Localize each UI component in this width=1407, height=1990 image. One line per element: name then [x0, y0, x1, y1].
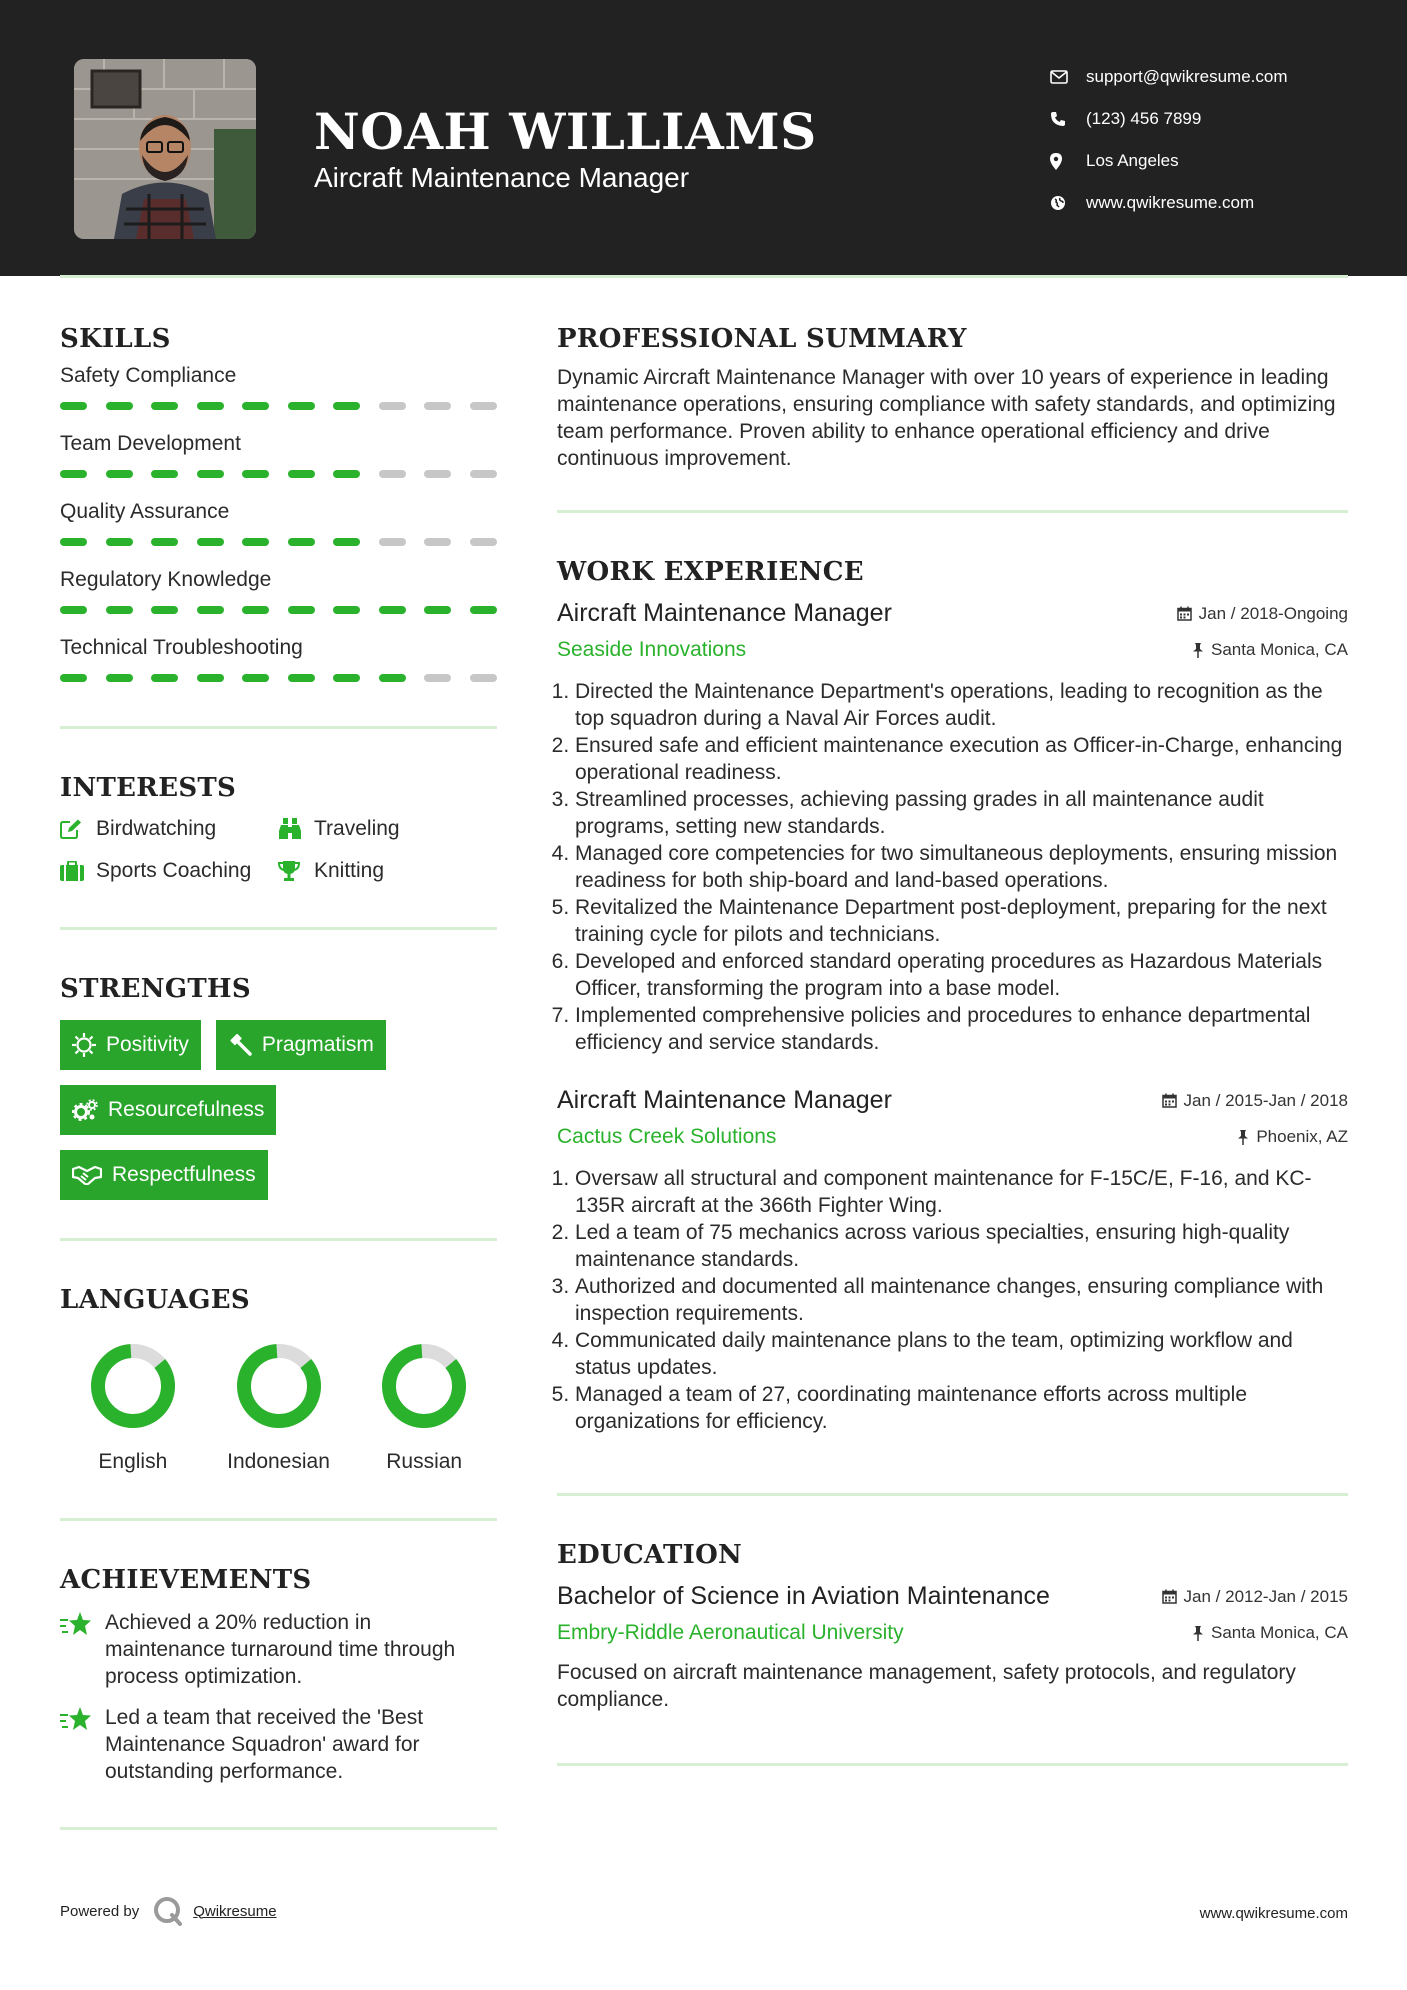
contact-website-text: www.qwikresume.com — [1086, 193, 1255, 212]
job-duties — [557, 678, 1348, 1056]
skill-name: Team Development — [60, 432, 241, 455]
phone-icon — [1050, 111, 1086, 127]
profile-photo — [74, 59, 256, 239]
skill-segment — [470, 674, 497, 682]
duty-item: 6. Developed and enforced standard operating procedures as Hazardous Materials Officer, transforming the program into a base model. — [575, 948, 1348, 1002]
skill-item — [60, 364, 497, 410]
skill-segment — [379, 606, 406, 614]
calendar-icon — [1162, 1589, 1177, 1604]
skill-segment — [60, 674, 87, 682]
strength-tag — [216, 1020, 386, 1070]
skill-segment — [197, 606, 224, 614]
section-divider — [60, 1827, 497, 1830]
skill-segment — [106, 606, 133, 614]
interest-label: Birdwatching — [96, 817, 217, 840]
skill-name: Regulatory Knowledge — [60, 568, 272, 591]
job-date-text: Jan / 2015-Jan / 2018 — [1183, 1090, 1348, 1110]
section-divider — [557, 1763, 1348, 1766]
contact-location — [1050, 140, 1288, 182]
skill-segment — [379, 538, 406, 546]
powered-by-label: Powered by — [60, 1902, 140, 1920]
skill-item — [60, 568, 497, 614]
duty-item: 3. Authorized and documented all maintenance changes, ensuring compliance with inspection requirements. — [575, 1273, 1348, 1327]
skill-segment — [333, 606, 360, 614]
skill-segment — [424, 538, 451, 546]
language-donut — [379, 1341, 469, 1431]
skill-segment — [288, 402, 315, 410]
interests-list — [60, 817, 497, 883]
language-item — [60, 1341, 206, 1474]
summary-text: Dynamic Aircraft Maintenance Manager with over 10 years of experience in leading maintenance operations, ensuring compliance with safety standards, and optimizing team performance. Proven ability to enhance operational efficiency and drive continuous improvement. — [557, 366, 1336, 470]
job-date — [1162, 1091, 1348, 1111]
contact-email-text: support@qwikresume.com — [1086, 67, 1288, 86]
language-donut — [234, 1341, 324, 1431]
language-item — [206, 1341, 352, 1474]
skill-segment — [333, 674, 360, 682]
job-title: Aircraft Maintenance Manager — [557, 1086, 892, 1114]
skill-segment — [424, 674, 451, 682]
achievement-text: Led a team that received the 'Best Maintenance Squadron' award for outstanding performance. — [105, 1706, 424, 1783]
job-location-text: Phoenix, AZ — [1256, 1127, 1348, 1146]
education-date — [1162, 1587, 1348, 1607]
contact-list — [1050, 56, 1288, 224]
job-location — [1192, 640, 1348, 660]
skill-bar — [60, 674, 497, 682]
resume-header — [0, 0, 1407, 276]
education-title: EDUCATION — [557, 1540, 743, 1570]
skills-list — [60, 364, 497, 682]
skill-item — [60, 432, 497, 478]
edit-icon — [60, 819, 96, 839]
skill-segment — [242, 674, 269, 682]
interest-label: Knitting — [314, 859, 385, 882]
skill-segment — [333, 470, 360, 478]
strength-label: Respectfulness — [112, 1163, 256, 1186]
duty-item: 4. Managed core competencies for two simultaneous deployments, ensuring mission readiness for both ship-board and land-based operations. — [575, 840, 1348, 894]
job-location-text: Santa Monica, CA — [1210, 640, 1348, 659]
languages-list — [60, 1341, 497, 1474]
interest-label: Traveling — [314, 817, 400, 840]
calendar-icon — [1177, 606, 1192, 621]
experience-title: WORK EXPERIENCE — [557, 557, 864, 587]
skill-item — [60, 636, 497, 682]
school-name: Embry-Riddle Aeronautical University — [557, 1621, 904, 1644]
interest-label: Sports Coaching — [96, 859, 252, 882]
skill-name: Safety Compliance — [60, 364, 237, 387]
duty-item: 5. Revitalized the Maintenance Department post-deployment, preparing for the next training cycle for pilots and technicians. — [575, 894, 1348, 948]
skill-segment — [151, 470, 178, 478]
contact-location-text: Los Angeles — [1086, 151, 1179, 170]
skill-segment — [288, 538, 315, 546]
qwikresume-logo-icon — [153, 1896, 183, 1926]
skill-segment — [60, 470, 87, 478]
education-entry — [557, 1582, 1348, 1713]
skill-segment — [106, 674, 133, 682]
duty-item: 5. Managed a team of 27, coordinating maintenance efforts across multiple organizations for efficiency. — [575, 1381, 1348, 1435]
languages-title: LANGUAGES — [60, 1285, 250, 1315]
strength-tag — [60, 1150, 268, 1200]
strength-label: Resourcefulness — [108, 1098, 265, 1121]
star-icon — [60, 1609, 105, 1690]
skill-segment — [151, 402, 178, 410]
job-date — [1177, 604, 1348, 624]
skill-segment — [470, 606, 497, 614]
interest-item — [60, 817, 278, 841]
company-name: Cactus Creek Solutions — [557, 1125, 777, 1148]
achievement-item — [60, 1609, 497, 1690]
skill-segment — [242, 606, 269, 614]
achievements-list — [60, 1609, 497, 1785]
duty-item: 3. Streamlined processes, achieving passing grades in all maintenance audit programs, setting new standards. — [575, 786, 1348, 840]
duty-item: 2. Led a team of 75 mechanics across various specialties, ensuring high-quality maintenance standards. — [575, 1219, 1348, 1273]
skill-segment — [106, 470, 133, 478]
star-icon — [60, 1704, 105, 1785]
interest-item — [278, 859, 497, 883]
skill-segment — [470, 538, 497, 546]
pushpin-icon — [1192, 1626, 1204, 1641]
contact-phone-text: (123) 456 7899 — [1086, 109, 1202, 128]
achievement-text: Achieved a 20% reduction in maintenance turnaround time through process optimization. — [105, 1611, 456, 1688]
achievement-item — [60, 1704, 497, 1785]
qwikresume-link[interactable]: Qwikresume — [193, 1902, 277, 1920]
skill-bar — [60, 470, 497, 478]
language-name: English — [98, 1450, 168, 1473]
skill-segment — [424, 402, 451, 410]
footer-powered-by — [60, 1896, 277, 1926]
strength-tag — [60, 1020, 201, 1070]
skill-segment — [197, 402, 224, 410]
job-title: Aircraft Maintenance Manager — [557, 599, 892, 627]
skill-segment — [288, 606, 315, 614]
candidate-role: Aircraft Maintenance Manager — [314, 162, 690, 193]
education-date-text: Jan / 2012-Jan / 2015 — [1183, 1586, 1348, 1606]
skill-segment — [106, 402, 133, 410]
interest-item — [60, 859, 278, 883]
language-item — [351, 1341, 497, 1474]
skills-title: SKILLS — [60, 324, 171, 354]
skill-segment — [333, 538, 360, 546]
gavel-icon — [228, 1034, 252, 1056]
calendar-icon — [1162, 1093, 1177, 1108]
pushpin-icon — [1192, 643, 1204, 658]
language-donut — [88, 1341, 178, 1431]
footer-website[interactable]: www.qwikresume.com — [1199, 1905, 1348, 1922]
education-location — [1192, 1623, 1348, 1643]
job-duties — [557, 1165, 1348, 1435]
skill-segment — [60, 402, 87, 410]
skill-segment — [333, 402, 360, 410]
duty-item: 4. Communicated daily maintenance plans to the team, optimizing workflow and status updates. — [575, 1327, 1348, 1381]
skill-segment — [60, 538, 87, 546]
skill-segment — [60, 606, 87, 614]
contact-phone[interactable] — [1050, 98, 1288, 140]
skill-segment — [197, 674, 224, 682]
duty-item: 2. Ensured safe and efficient maintenance execution as Officer-in-Charge, enhancing operational readiness. — [575, 732, 1348, 786]
binoculars-icon — [278, 818, 314, 840]
skill-segment — [197, 538, 224, 546]
skill-segment — [379, 674, 406, 682]
skill-name: Quality Assurance — [60, 500, 230, 523]
strength-label: Positivity — [106, 1033, 189, 1056]
summary-title: PROFESSIONAL SUMMARY — [557, 324, 967, 354]
interests-title: INTERESTS — [60, 773, 237, 803]
skill-segment — [470, 402, 497, 410]
achievements-title: ACHIEVEMENTS — [60, 1565, 312, 1595]
duty-item: 1. Oversaw all structural and component maintenance for F-15C/E, F-16, and KC-135R aircraft at the 366th Fighter Wing. — [575, 1165, 1348, 1219]
duty-item: 1. Directed the Maintenance Department's operations, leading to recognition as the top squadron during a Naval Air Forces audit. — [575, 678, 1348, 732]
strengths-title: STRENGTHS — [60, 974, 251, 1004]
skill-segment — [379, 470, 406, 478]
skill-name: Technical Troubleshooting — [60, 636, 303, 659]
degree-title: Bachelor of Science in Aviation Maintenance — [557, 1582, 1050, 1610]
envelope-icon — [1050, 70, 1086, 84]
interest-item — [278, 817, 497, 841]
skill-segment — [379, 402, 406, 410]
skill-bar — [60, 402, 497, 410]
skill-segment — [151, 674, 178, 682]
handshake-icon — [72, 1165, 102, 1185]
skill-segment — [242, 470, 269, 478]
skill-segment — [242, 402, 269, 410]
map-pin-icon — [1050, 153, 1086, 170]
skill-item — [60, 500, 497, 546]
job-entry — [557, 1086, 1348, 1435]
language-name: Russian — [386, 1450, 463, 1473]
skill-segment — [288, 674, 315, 682]
contact-email[interactable] — [1050, 56, 1288, 98]
skill-bar — [60, 538, 497, 546]
briefcase-icon — [60, 861, 96, 881]
pushpin-icon — [1237, 1130, 1249, 1145]
skill-segment — [424, 470, 451, 478]
language-name: Indonesian — [227, 1450, 330, 1473]
profile-photo-image — [74, 59, 256, 239]
duty-item: 7. Implemented comprehensive policies and procedures to enhance departmental efficiency and service standards. — [575, 1002, 1348, 1056]
trophy-icon — [278, 860, 314, 882]
job-date-text: Jan / 2018-Ongoing — [1198, 603, 1348, 623]
job-location — [1237, 1127, 1348, 1147]
skill-segment — [242, 538, 269, 546]
skill-segment — [151, 538, 178, 546]
skill-segment — [197, 470, 224, 478]
strength-label: Pragmatism — [261, 1033, 374, 1056]
skill-segment — [424, 606, 451, 614]
skill-segment — [470, 470, 497, 478]
skill-segment — [288, 470, 315, 478]
company-name: Seaside Innovations — [557, 638, 747, 661]
skill-segment — [151, 606, 178, 614]
skill-segment — [106, 538, 133, 546]
globe-icon — [1050, 195, 1086, 211]
job-entry — [557, 599, 1348, 1056]
sun-icon — [72, 1033, 96, 1057]
contact-website[interactable] — [1050, 182, 1288, 224]
candidate-name: NOAH WILLIAMS — [314, 102, 817, 161]
right-column — [557, 276, 1348, 1766]
skill-bar — [60, 606, 497, 614]
cogs-icon — [72, 1099, 98, 1121]
strength-tag — [60, 1085, 276, 1135]
left-column — [60, 276, 497, 1830]
education-location-text: Santa Monica, CA — [1210, 1623, 1348, 1642]
strengths-list — [60, 1020, 497, 1200]
education-text: Focused on aircraft maintenance management, safety protocols, and regulatory compliance. — [557, 1661, 1296, 1711]
